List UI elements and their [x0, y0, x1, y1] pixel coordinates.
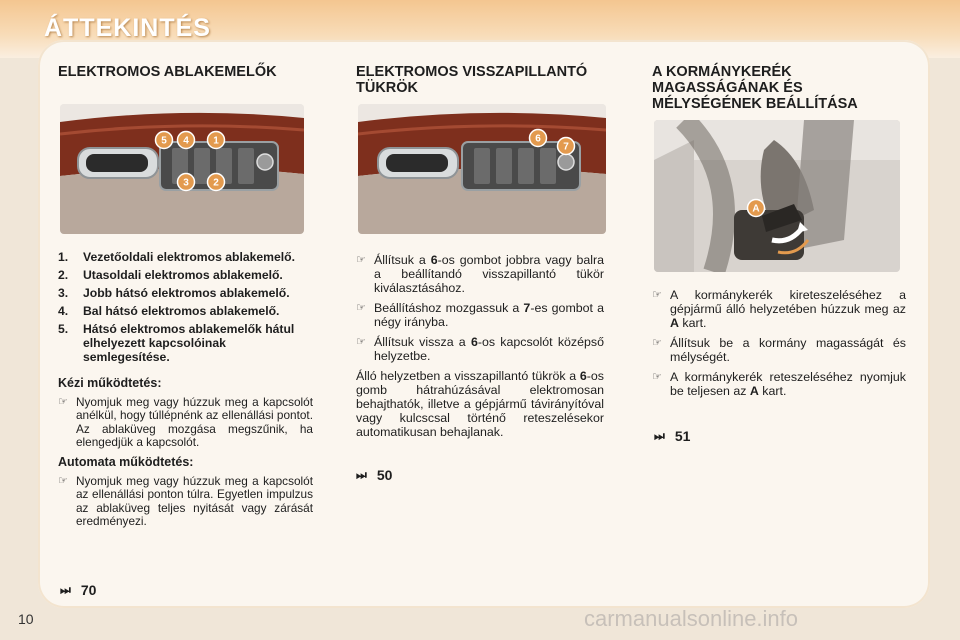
- photo-badge: 5: [161, 135, 167, 147]
- watermark: carmanualsonline.info: [584, 606, 799, 631]
- photo-badge: 6: [535, 133, 541, 145]
- window-lifts-heading: ELEKTROMOS ABLAKEMELŐK: [58, 64, 277, 80]
- steering-step: ☞ Állítsuk be a kormány magasságát és mélységét.: [652, 336, 906, 364]
- fast-forward-icon: ⏭: [356, 467, 367, 482]
- steering-instructions: [652, 288, 906, 404]
- fast-forward-icon: ⏭: [654, 428, 665, 443]
- pointing-hand-icon: ☞: [58, 396, 68, 408]
- mirror-instructions: [356, 253, 604, 439]
- pointing-hand-icon: ☞: [58, 475, 68, 488]
- page-title: ÁTTEKINTÉS: [44, 14, 211, 42]
- steering-adjust-heading: A KORMÁNYKERÉK MAGASSÁGÁNAK ÉS MÉLYSÉGÉNEK BEÁLLÍTÁSA: [652, 64, 858, 112]
- mirrors-heading: ELEKTROMOS VISSZAPILLANTÓ TÜKRÖK: [356, 64, 588, 96]
- steering-column-photo: [654, 120, 900, 272]
- window-lift-legend: [58, 250, 313, 533]
- page-reference-51[interactable]: ⏭ 51: [654, 428, 691, 444]
- steering-step: ☞ A kormánykerék kireteszeléséhez a gépjármű álló helyzetében húzzuk meg az A kart.: [652, 288, 906, 330]
- steering-step: ☞ A kormánykerék reteszeléséhez nyomjuk be teljesen az A kart.: [652, 370, 906, 398]
- mirror-folding-paragraph: Álló helyzetben a visszapillantó tükrök a 6-os gomb hátrahúzásával elektromosan behajthatók, illetve a gépjármű távirányítóval vagy kulcscsal történő reteszelésekor automatikusan behajlanak.: [356, 369, 604, 439]
- pointing-hand-icon: ☞: [652, 289, 662, 301]
- photo-badge: A: [752, 203, 760, 215]
- page-number: 10: [18, 611, 34, 627]
- pointing-hand-icon: ☞: [652, 371, 662, 383]
- mirror-step: ☞ Állítsuk vissza a 6-os kapcsolót középső helyzetbe.: [356, 335, 604, 363]
- page-reference-50[interactable]: ⏭ 50: [356, 467, 393, 483]
- photo-badge: 1: [213, 135, 219, 147]
- mirror-step: ☞ Állítsuk a 6-os gombot jobbra vagy balra a beállítandó visszapillantó tükör kiválasztásához.: [356, 253, 605, 295]
- page-reference-70[interactable]: ⏭ 70: [60, 582, 97, 598]
- pointing-hand-icon: ☞: [356, 302, 366, 314]
- fast-forward-icon: ⏭: [60, 582, 71, 597]
- window-switch-photo: [60, 104, 304, 234]
- photo-badge: 4: [183, 135, 189, 147]
- legend-item: 5. Hátsó elektromos ablakemelők hátul elhelyezett kapcsolóinak semlegesítése.: [58, 322, 295, 364]
- pointing-hand-icon: ☞: [356, 336, 366, 348]
- mirror-step: ☞ Beállításhoz mozgassuk a 7-es gombot a négy irányba.: [356, 301, 604, 329]
- photo-badge: 2: [213, 177, 219, 189]
- legend-item: 1. Vezetőoldali elektromos ablakemelő.: [58, 250, 296, 264]
- legend-item: 4. Bal hátsó elektromos ablakemelő.: [58, 304, 280, 318]
- legend-item: 2. Utasoldali elektromos ablakemelő.: [58, 268, 283, 282]
- pointing-hand-icon: ☞: [356, 254, 366, 266]
- photo-badge: 3: [183, 177, 189, 189]
- manual-operation-text: ☞ Nyomjuk meg vagy húzzuk meg a kapcsolót anélkül, hogy túllépnénk az ellenállási pontot. Az ablaküveg mozgása megszűnik, ha elengedjük a kapcsolót.: [58, 395, 313, 449]
- auto-operation-text: ☞ Nyomjuk meg vagy húzzuk meg a kapcsolót az ellenállási ponton túlra. Egyetlen impulzus az ablaküveg teljes nyitását vagy zárását eredményezi.: [58, 474, 313, 529]
- mirror-switch-photo: [358, 104, 606, 234]
- pointing-hand-icon: ☞: [652, 337, 662, 349]
- legend-item: 3. Jobb hátsó elektromos ablakemelő.: [58, 286, 290, 300]
- auto-operation-heading: Automata működtetés:: [58, 455, 194, 470]
- manual-operation-heading: Kézi működtetés:: [58, 376, 162, 390]
- photo-badge: 7: [563, 141, 569, 153]
